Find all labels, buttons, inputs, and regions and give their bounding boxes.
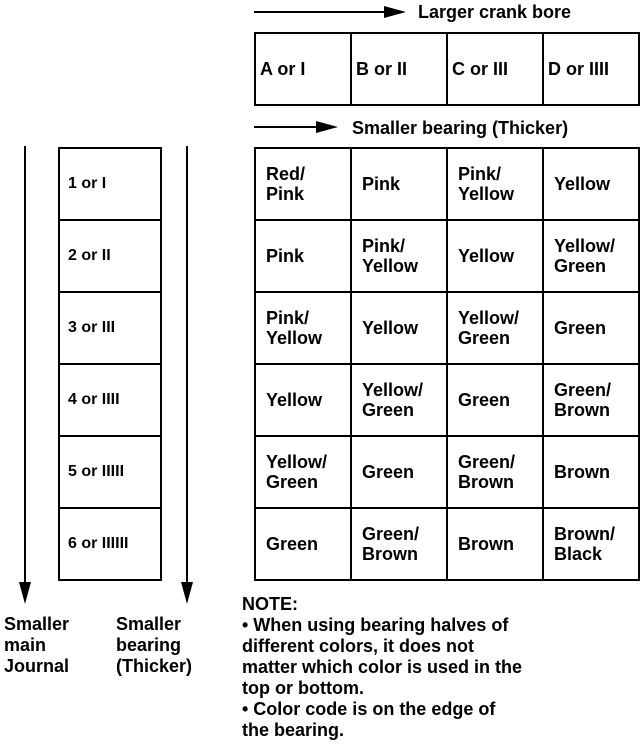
bearing-color-cell: Brown	[447, 508, 543, 580]
journal-code-cell: 2 or II	[59, 220, 161, 292]
crank-bore-code-table	[254, 32, 640, 106]
bearing-color-cell: Green	[543, 292, 639, 364]
bearing-color-cell: Pink/ Yellow	[351, 220, 447, 292]
bearing-color-cell: Brown	[543, 436, 639, 508]
journal-code-cell: 3 or III	[59, 292, 161, 364]
bearing-color-cell: Yellow/ Green	[351, 364, 447, 436]
color-row	[255, 292, 639, 364]
note-line: matter which color is used in the	[242, 657, 523, 677]
bearing-color-cell: Green	[351, 436, 447, 508]
bearing-color-cell: Green	[255, 508, 351, 580]
bearing-color-cell: Yellow/ Green	[543, 220, 639, 292]
note-title: NOTE:	[242, 594, 298, 614]
journal-row	[59, 292, 161, 364]
bearing-color-cell: Yellow	[351, 292, 447, 364]
note-line: different colors, it does not	[242, 636, 475, 656]
crank-bore-arrow-label: Larger crank bore	[418, 2, 572, 22]
bearing-color-cell: Pink	[255, 220, 351, 292]
bearing-color-cell: Pink/ Yellow	[447, 148, 543, 220]
bearing-color-cell: Yellow	[447, 220, 543, 292]
bearing-color-cell: Pink/ Yellow	[255, 292, 351, 364]
journal-row	[59, 364, 161, 436]
journal-row	[59, 148, 161, 220]
note-line: the bearing.	[242, 720, 345, 740]
bearing-color-table	[254, 147, 640, 581]
bearing-color-cell: Brown/ Black	[543, 508, 639, 580]
journal-row	[59, 220, 161, 292]
crank-bore-code-cell: A or I	[255, 33, 351, 105]
bearing-color-cell: Red/ Pink	[255, 148, 351, 220]
bearing-color-cell: Yellow	[255, 364, 351, 436]
bearing-color-cell: Green	[447, 364, 543, 436]
crank-bore-code-cell: D or IIII	[543, 33, 639, 105]
smaller-bearing-label: Smaller bearing (Thicker)	[116, 614, 193, 676]
journal-code-cell: 4 or IIII	[59, 364, 161, 436]
color-row	[255, 436, 639, 508]
journal-code-table	[58, 147, 162, 581]
bearing-color-cell: Yellow/ Green	[447, 292, 543, 364]
crank-bore-code-cell: B or II	[351, 33, 447, 105]
journal-row	[59, 508, 161, 580]
journal-row	[59, 436, 161, 508]
bearing-color-cell: Yellow	[543, 148, 639, 220]
note-line: • Color code is on the edge of	[242, 699, 496, 719]
note-line: top or bottom.	[242, 678, 364, 698]
color-row	[255, 508, 639, 580]
note-block	[242, 594, 522, 741]
smaller-bearing-arrow-label: Smaller bearing (Thicker)	[352, 118, 569, 138]
crank-bore-code-cell: C or III	[447, 33, 543, 105]
journal-code-cell: 6 or IIIIII	[59, 508, 161, 580]
bearing-color-cell: Green/ Brown	[351, 508, 447, 580]
bearing-color-cell: Pink	[351, 148, 447, 220]
note-line: • When using bearing halves of	[242, 615, 509, 635]
journal-code-cell: 1 or I	[59, 148, 161, 220]
color-row	[255, 364, 639, 436]
bearing-color-cell: Green/ Brown	[447, 436, 543, 508]
smaller-main-journal-label: Smaller main Journal	[4, 614, 70, 676]
journal-code-cell: 5 or IIIII	[59, 436, 161, 508]
bearing-color-cell: Green/ Brown	[543, 364, 639, 436]
color-row	[255, 220, 639, 292]
bearing-color-cell: Yellow/ Green	[255, 436, 351, 508]
color-row	[255, 148, 639, 220]
